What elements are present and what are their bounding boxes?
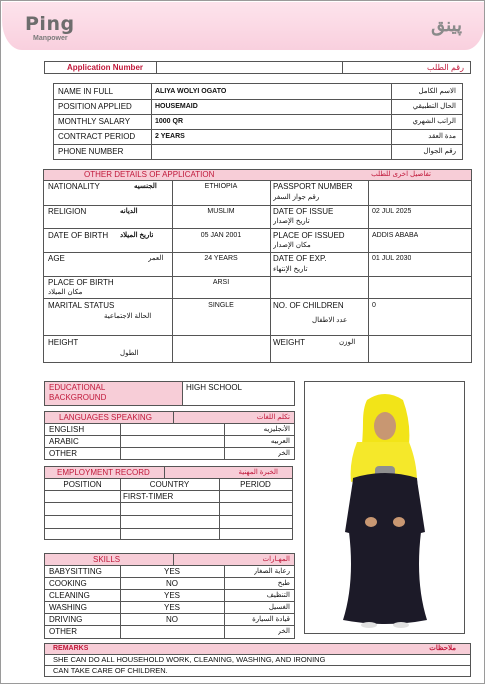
age-label-ar: العمر [148,255,164,262]
religion-value: MUSLIM [207,208,235,215]
nationality-label: NATIONALITY [48,182,100,191]
children-value: 0 [372,302,376,309]
language-other: OTHER [49,449,77,458]
remarks-line-1: SHE CAN DO ALL HOUSEHOLD WORK, CLEANING, WASHING, AND IRONING [53,655,326,664]
other-details-title: OTHER DETAILS OF APPLICATION [84,170,215,179]
language-arabic-ar: العربيه [270,438,290,445]
languages-title: LANGUAGES SPEAKING [59,413,152,422]
applicant-photo-image [305,382,464,633]
phone-label: PHONE NUMBER [58,147,124,156]
remarks-line-2: CAN TAKE CARE OF CHILDREN. [53,666,168,675]
age-label: AGE [48,254,65,263]
religion-label: RELIGION [48,207,87,216]
issue-place-value: ADDIS ABABA [372,232,419,239]
skill-driving-value: NO [166,615,178,624]
remarks-box [44,643,471,677]
employment-col-position: POSITION [63,480,102,489]
skill-babysitting-value: YES [163,567,180,576]
employment-title: EMPLOYMENT RECORD [57,468,150,477]
skill-washing-value: YES [163,603,180,612]
salary-label: MONTHLY SALARY [58,117,131,126]
dob-label-ar: تاريخ الميلاد [120,232,154,239]
name-value: ALIYA WOLYI OGATO [155,88,227,95]
passport-label: PASSPORT NUMBER [273,182,353,191]
contract-label: CONTRACT PERIOD [58,132,136,141]
logo-text: Ping [25,13,75,35]
position-label: POSITION APPLIED [58,102,132,111]
religion-label-ar: الديانه [120,208,138,215]
skill-washing: WASHING [49,603,87,612]
skill-cooking: COOKING [49,579,87,588]
skill-babysitting: BABYSITTING [49,567,102,576]
nationality-value: ETHIOPIA [204,183,238,190]
language-arabic: ARABIC [49,437,79,446]
passport-label-ar: رقم جواز السفر [273,194,320,201]
issue-date-value: 02 JUL 2025 [372,208,412,215]
name-label-ar: الاسم الكامل [418,88,456,95]
language-other-ar: الخر [277,450,290,457]
skill-cooking-value: NO [166,579,178,588]
birthplace-label: PLACE OF BIRTH [48,278,114,287]
applicant-photo [304,381,465,634]
skill-cleaning-value: YES [163,591,180,600]
other-details-table [43,169,472,363]
skill-cleaning-ar: التنظيف [266,592,290,599]
children-label: NO. OF CHILDREN [273,301,344,310]
application-number-label: Application Number [67,63,144,72]
skill-other-ar: الخر [277,628,290,635]
employment-title-ar: الخبرة المهنية [238,469,278,476]
skill-other: OTHER [49,627,77,636]
company-logo-arabic: پينق [431,15,462,35]
dob-value: 05 JAN 2001 [200,232,242,239]
education-label: EDUCATIONAL BACKGROUND [49,383,107,402]
position-label-ar: الحال التطبيقي [412,103,456,110]
weight-label-ar: الوزن [339,339,356,346]
education-value: HIGH SCHOOL [186,383,243,392]
skills-title: SKILLS [93,555,121,564]
employment-cell-country: FIRST-TIMER [123,492,174,501]
height-label: HEIGHT [48,338,79,347]
other-details-title-ar: تفاصيل اخرى للطلب [371,171,431,178]
phone-label-ar: رقم الجوال [423,148,456,155]
skill-driving: DRIVING [49,615,83,624]
skill-cleaning: CLEANING [49,591,90,600]
remarks-title: REMARKS [53,645,89,652]
application-number-row [44,61,471,74]
marital-label-ar: الحالة الاجتماعية [104,313,152,320]
age-value: 24 YEARS [204,255,238,262]
issue-place-label-ar: مكان الإصدار [273,242,311,249]
name-label: NAME IN FULL [58,87,114,96]
company-logo [25,13,75,35]
employment-table [44,466,293,540]
skills-title-ar: المهـارات [262,556,290,563]
dob-label: DATE OF BIRTH [48,231,109,240]
logo-subtitle: Manpower [33,35,68,42]
salary-value: 1000 QR [155,118,184,125]
application-number-label-ar: رقم الطلب [427,63,464,72]
skill-cooking-ar: طبخ [277,580,290,587]
contract-value: 2 YEARS [155,133,185,140]
language-english: ENGLISH [49,425,85,434]
language-english-ar: الأنجليزيه [263,426,290,433]
employment-col-country: COUNTRY [149,480,190,489]
skills-table [44,553,295,639]
education-row [44,381,295,406]
position-value: HOUSEMAID [155,103,198,110]
weight-label: WEIGHT [273,338,305,347]
expiry-label-ar: تاريخ الإنتهاء [273,266,308,273]
skill-babysitting-ar: رعاية الصغار [253,568,290,575]
expiry-label: DATE OF EXP. [273,254,327,263]
marital-value: SINGLE [208,302,234,309]
personal-info-table [53,83,463,160]
issue-place-label: PLACE OF ISSUED [273,231,345,240]
skill-driving-ar: قيادة السيارة [252,616,290,623]
remarks-title-ar: ملاحظات [429,645,456,652]
issue-date-label-ar: تاريخ الإصدار [273,218,310,225]
employment-col-period: PERIOD [240,480,271,489]
marital-label: MARITAL STATUS [48,301,115,310]
birthplace-label-ar: مكان الميلاد [48,289,83,296]
languages-title-ar: تكلم اللغات [256,414,290,421]
issue-date-label: DATE OF ISSUE [273,207,334,216]
languages-table [44,411,295,460]
nationality-label-ar: الجنسيه [134,183,157,190]
children-label-ar: عدد الاطفال [312,317,348,324]
height-label-ar: الطول [120,350,139,357]
contract-label-ar: مدة العقد [428,133,456,140]
expiry-value: 01 JUL 2030 [372,255,412,262]
skill-washing-ar: الغسيل [268,604,290,611]
salary-label-ar: الراتب الشهري [412,118,456,125]
birthplace-value: ARSI [212,279,230,286]
